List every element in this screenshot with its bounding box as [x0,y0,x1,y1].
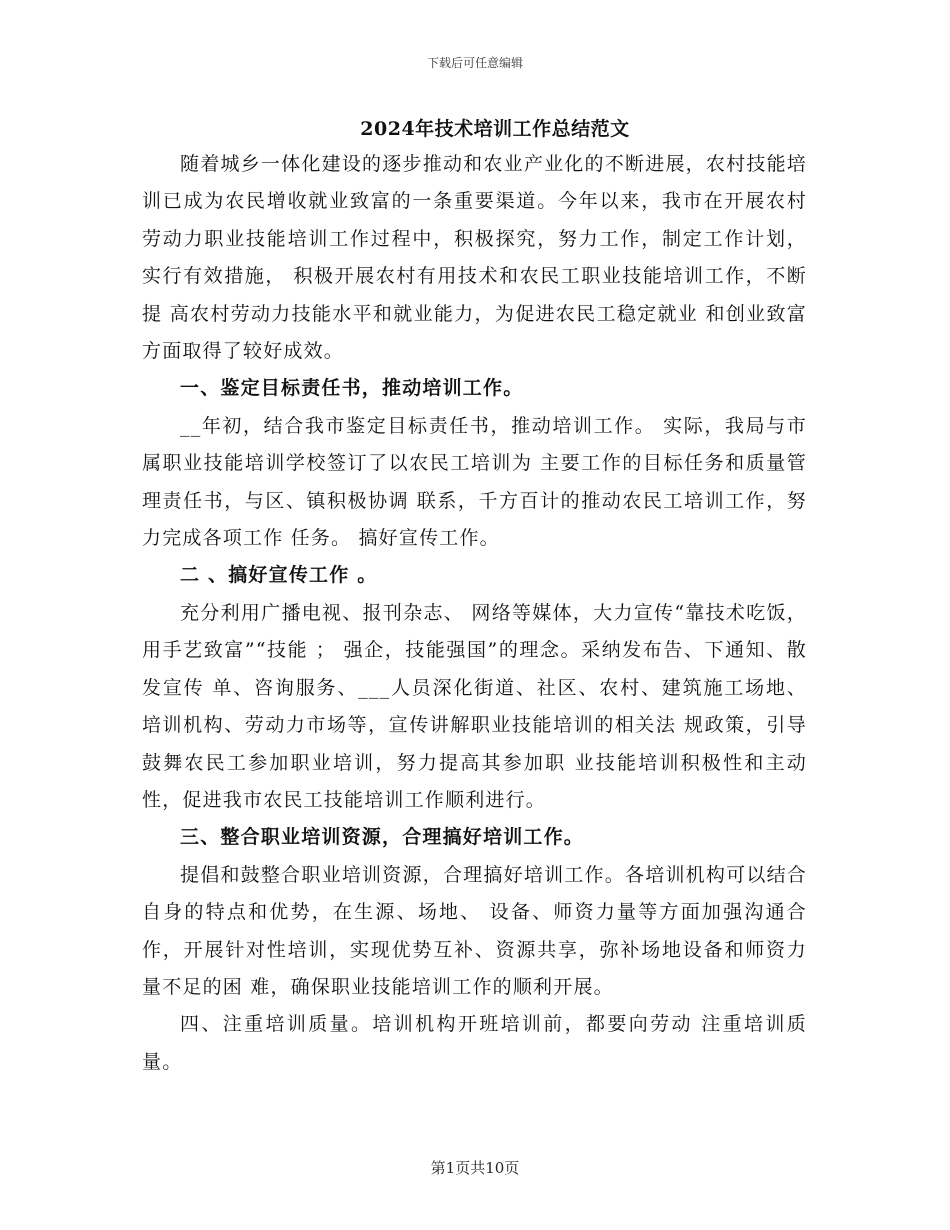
section-heading-1: 一、鉴定目标责任书，推动培训工作。 [180,377,524,400]
page-header-note: 下载后可任意编辑 [426,56,523,70]
paragraph-intro: 随着城乡一体化建设的逐步推动和农业产业化的不断进展，农村技能培训已成为农民增收就业致富的一条重要渠道。今年以来，我市在开展农村劳动力职业技能培训工作过程中，积极探究，努力工作，制定工作计划，实行有效措施， 积极开展农村有用技术和农民工职业技能培训工作，不断提 高农村劳动力技能水平和就业能力，为促进农民工稳定就业 和创业致富方面取得了较好成效。 [142,153,807,363]
document-body [142,146,807,1081]
page-footer-number: 第1页共10页 [430,1159,520,1177]
section-heading-2: 二 、搞好宣传工作 。 [180,564,378,587]
paragraph-section-2: 充分利用广播电视、报刊杂志、 网络等媒体，大力宣传“靠技术吃饭，用手艺致富”“技能 ； 强企，技能强国”的理念。采纳发布告、下通知、散发宣传 单、咨询服务、___人员深化街道、社区、农村、建筑施工场地、 培训机构、劳动力市场等，宣传讲解职业技能培训的相关法 规政策，引导鼓舞农民工参加职业培训，努力提高其参加职 业技能培训积极性和主动性，促进我市农民工技能培训工作顺利进行。 [142,601,807,811]
paragraph-section-1: __年初，结合我市鉴定目标责任书，推动培训工作。 实际，我局与市属职业技能培训学校签订了以农民工培训为 主要工作的目标任务和质量管理责任书，与区、镇积极协调 联系，千方百计的推动农民工培训工作，努力完成各项工作 任务。 搞好宣传工作。 [142,414,807,550]
section-heading-3: 三、整合职业培训资源，合理搞好培训工作。 [180,826,585,849]
document-title: 2024年技术培训工作总结范文 [360,118,630,140]
paragraph-section-3: 提倡和鼓整合职业培训资源，合理搞好培训工作。各培训机构可以结合自身的特点和优势，在生源、场地、 设备、师资力量等方面加强沟通合作，开展针对性培训，实现优势互补、资源共享，弥补场地设备和师资力量不足的困 难，确保职业技能培训工作的顺利开展。 [142,863,807,998]
paragraph-section-4: 四、注重培训质量。培训机构开班培训前，都要向劳动 注重培训质量。 [142,1013,807,1073]
